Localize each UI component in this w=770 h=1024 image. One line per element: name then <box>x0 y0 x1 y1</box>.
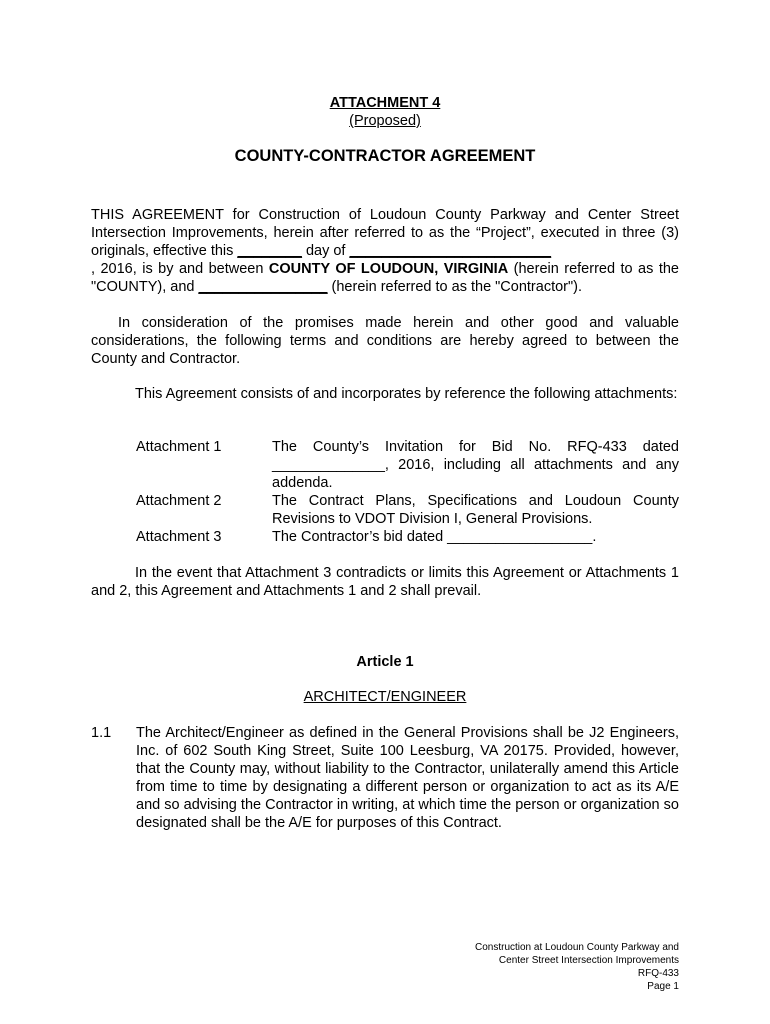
article-title: ARCHITECT/ENGINEER <box>303 689 467 705</box>
footer-page-number: Page 1 <box>647 981 679 992</box>
footer-rfq-number: RFQ-433 <box>637 968 679 979</box>
attachment-label: Attachment 3 <box>136 529 222 545</box>
county-name: COUNTY OF LOUDOUN, VIRGINIA <box>268 261 509 277</box>
attachment-row <box>136 528 679 546</box>
attachment-label: Attachment 2 <box>136 493 222 509</box>
footer-project-line: Center Street Intersection Improvements <box>498 955 679 966</box>
consideration-paragraph: In consideration of the promises made herein and other good and valuable considerations, the following terms and conditions are hereby agreed to between the County and Contractor. <box>91 315 679 367</box>
attachment-description: The Contract Plans, Specifications and Loudoun County Revisions to VDOT Division I, General Provisions. <box>272 493 679 527</box>
attachment-row <box>136 492 679 528</box>
page-footer <box>419 941 679 993</box>
attachment-description: The Contractor’s bid dated __________________. <box>272 529 597 545</box>
section-text: The Architect/Engineer as defined in the General Provisions shall be J2 Engineers, Inc. of 602 South King Street, Suite 100 Leesburg, VA 20175. Provided, however, that the County may, without liability to the Contractor, unilaterally amend this Article from time to time by designating a different person or organization to act as its A/E and so advising the Contractor in writing, at which time the person or organization so designated shall be the A/E for purposes of this Contract. <box>136 725 679 831</box>
effective-month-blank: _________________________ <box>349 243 552 259</box>
intro-text-b: day of <box>301 243 350 259</box>
intro-text-d: (herein referred to as the "COUNTY), and <box>91 261 679 295</box>
contractor-name-blank: ________________ <box>198 279 328 295</box>
effective-day-blank: ________ <box>237 243 302 259</box>
attachment-label: Attachment 1 <box>136 439 222 455</box>
footer-project-line: Construction at Loudoun County Parkway and <box>474 942 679 953</box>
intro-paragraph <box>91 206 679 296</box>
precedence-paragraph: In the event that Attachment 3 contradicts or limits this Agreement or Attachments 1 and 2, this Agreement and Attachments 1 and 2 shall prevail. <box>91 565 679 599</box>
proposed-label: (Proposed) <box>349 113 421 129</box>
attachment-row <box>136 438 679 492</box>
intro-text-a: THIS AGREEMENT for Construction of Loudoun County Parkway and Center Street Intersection Improvements, herein after referred to as the “Project”, executed in three (3) originals, effective this <box>91 207 679 259</box>
document-title: COUNTY-CONTRACTOR AGREEMENT <box>234 147 536 165</box>
intro-text-c: , 2016, is by and between <box>91 261 269 277</box>
incorporation-paragraph: This Agreement consists of and incorporates by reference the following attachments: <box>135 386 678 402</box>
attachment-heading: ATTACHMENT 4 <box>329 95 441 111</box>
attachment-description: The County’s Invitation for Bid No. RFQ-433 dated ______________, 2016, including all attachments and any addenda. <box>272 439 679 491</box>
section-number: 1.1 <box>91 725 112 741</box>
article-number: Article 1 <box>356 654 414 670</box>
intro-text-e: (herein referred to as the "Contractor"). <box>327 279 583 295</box>
